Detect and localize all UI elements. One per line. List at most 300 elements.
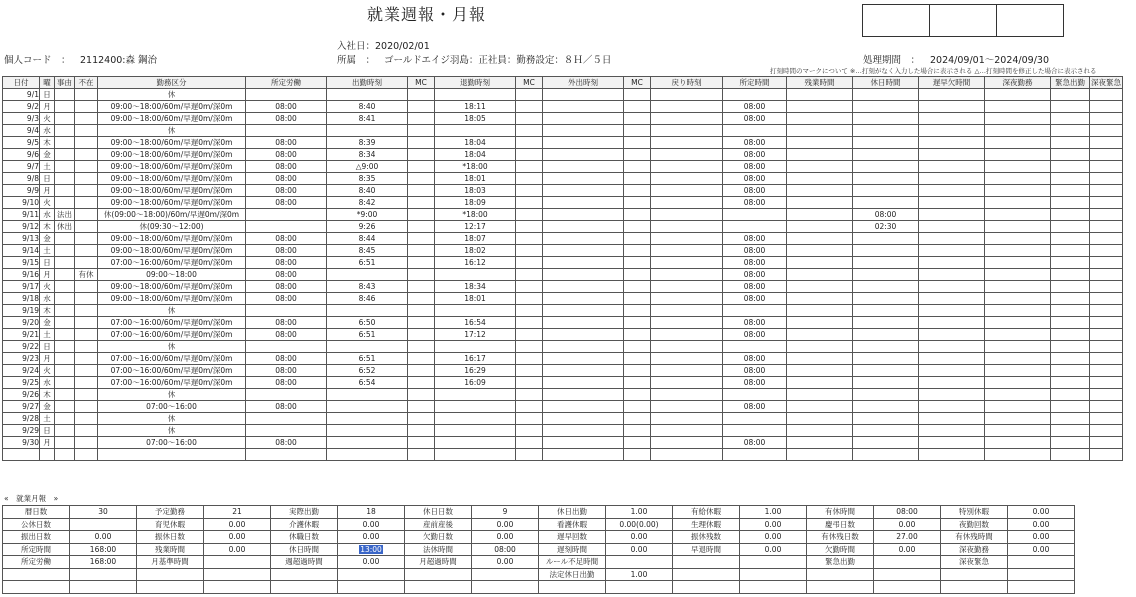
summary-label: 遅早回数: [539, 531, 606, 544]
table-cell: 日: [40, 257, 55, 269]
table-cell: [55, 413, 75, 425]
table-cell: 8:41: [327, 113, 408, 125]
table-cell: 07:00～16:00: [98, 401, 246, 413]
table-cell: [408, 197, 435, 209]
table-cell: [1090, 449, 1123, 461]
summary-label: 有休残時間: [941, 531, 1008, 544]
table-cell: [853, 89, 919, 101]
period-label: 処理期間 ：: [863, 55, 921, 66]
table-cell: [516, 221, 543, 233]
table-cell: [55, 353, 75, 365]
table-cell: [1051, 185, 1090, 197]
table-cell: [75, 293, 98, 305]
personal-code-label: 個人コード ：: [4, 55, 71, 66]
table-cell: [435, 413, 516, 425]
table-cell: [624, 413, 651, 425]
table-cell: [75, 233, 98, 245]
table-cell: [787, 305, 853, 317]
table-cell: [516, 149, 543, 161]
table-cell: [516, 401, 543, 413]
table-cell: [1090, 341, 1123, 353]
table-cell: [1051, 293, 1090, 305]
table-cell: [1051, 221, 1090, 233]
table-cell: [1051, 449, 1090, 461]
table-row: [3, 437, 1123, 449]
summary-label: 早退時間: [673, 543, 740, 556]
table-cell: 8:42: [327, 197, 408, 209]
table-cell: [985, 257, 1051, 269]
table-cell: 休: [98, 89, 246, 101]
summary-row: [3, 581, 1075, 594]
table-cell: 08:00: [246, 281, 327, 293]
table-row: [3, 281, 1123, 293]
summary-value: [874, 568, 941, 581]
summary-label: 振休残数: [673, 531, 740, 544]
table-cell: [787, 281, 853, 293]
table-cell: [75, 437, 98, 449]
table-cell: 月: [40, 269, 55, 281]
table-cell: [75, 221, 98, 233]
table-cell: 07:00～16:00/60m/早遅0m/深0m: [98, 353, 246, 365]
summary-label: 特別休暇: [941, 506, 1008, 519]
table-cell: [1090, 149, 1123, 161]
table-cell: [651, 281, 723, 293]
table-cell: 8:46: [327, 293, 408, 305]
summary-value: 0.00: [472, 556, 539, 569]
table-cell: [1090, 329, 1123, 341]
table-cell: [543, 245, 624, 257]
table-cell: [516, 413, 543, 425]
table-cell: 水: [40, 377, 55, 389]
table-cell: [408, 293, 435, 305]
table-cell: [919, 185, 985, 197]
table-cell: [651, 401, 723, 413]
table-cell: [516, 305, 543, 317]
table-cell: 日: [40, 89, 55, 101]
table-cell: 08:00: [723, 173, 787, 185]
table-cell: 9/1: [3, 89, 40, 101]
table-cell: [1051, 101, 1090, 113]
table-cell: [55, 197, 75, 209]
table-cell: [55, 293, 75, 305]
table-cell: 水: [40, 209, 55, 221]
summary-value: 0.00: [606, 531, 673, 544]
table-row: [3, 317, 1123, 329]
table-cell: 木: [40, 221, 55, 233]
stamp-box: [996, 4, 1064, 37]
table-cell: [55, 401, 75, 413]
table-cell: [985, 149, 1051, 161]
table-cell: [543, 365, 624, 377]
table-cell: 9/8: [3, 173, 40, 185]
summary-value: 0.00: [204, 531, 271, 544]
table-cell: [985, 185, 1051, 197]
table-cell: [919, 269, 985, 281]
table-cell: [55, 425, 75, 437]
table-cell: [787, 353, 853, 365]
table-cell: [327, 269, 408, 281]
table-cell: 火: [40, 197, 55, 209]
table-cell: [246, 425, 327, 437]
table-cell: [516, 317, 543, 329]
table-row: [3, 137, 1123, 149]
table-cell: [787, 125, 853, 137]
table-row: [3, 293, 1123, 305]
table-cell: [516, 89, 543, 101]
summary-value: [606, 556, 673, 569]
table-cell: 18:09: [435, 197, 516, 209]
table-cell: [985, 221, 1051, 233]
table-cell: [985, 341, 1051, 353]
table-cell: [651, 437, 723, 449]
table-cell: [624, 161, 651, 173]
summary-value: [338, 568, 405, 581]
table-cell: [543, 317, 624, 329]
table-cell: [55, 233, 75, 245]
table-row: [3, 353, 1123, 365]
summary-label: 深夜勤務: [941, 543, 1008, 556]
monthly-summary-label: « 就業月報 »: [4, 494, 59, 503]
table-row: [3, 89, 1123, 101]
table-cell: 8:45: [327, 245, 408, 257]
page-title: 就業週報・月報: [367, 5, 487, 24]
table-cell: [985, 365, 1051, 377]
table-cell: 09:00～18:00/60m/早遅0m/深0m: [98, 293, 246, 305]
table-row: [3, 269, 1123, 281]
table-cell: [985, 137, 1051, 149]
table-cell: [651, 161, 723, 173]
table-cell: [985, 269, 1051, 281]
table-cell: 07:00～16:00/60m/早遅0m/深0m: [98, 329, 246, 341]
table-cell: [1090, 377, 1123, 389]
table-cell: [985, 113, 1051, 125]
table-cell: [787, 413, 853, 425]
table-cell: 08:00: [246, 437, 327, 449]
table-cell: 8:43: [327, 281, 408, 293]
table-cell: [543, 113, 624, 125]
table-cell: [624, 101, 651, 113]
table-cell: [1051, 209, 1090, 221]
table-cell: [408, 257, 435, 269]
table-cell: [1051, 173, 1090, 185]
table-cell: [408, 173, 435, 185]
table-cell: [55, 161, 75, 173]
table-cell: [624, 341, 651, 353]
summary-value: 30: [70, 506, 137, 519]
table-cell: [408, 317, 435, 329]
table-cell: [723, 305, 787, 317]
table-cell: [985, 197, 1051, 209]
table-cell: [853, 197, 919, 209]
table-cell: 08:00: [723, 269, 787, 281]
table-cell: [516, 185, 543, 197]
table-cell: [1090, 137, 1123, 149]
table-cell: 9/20: [3, 317, 40, 329]
summary-value: 9: [472, 506, 539, 519]
summary-row: [3, 518, 1075, 531]
table-row: [3, 257, 1123, 269]
table-cell: 18:07: [435, 233, 516, 245]
column-header: MC: [624, 77, 651, 89]
table-cell: [723, 89, 787, 101]
table-cell: [435, 89, 516, 101]
table-cell: [853, 269, 919, 281]
summary-label: [807, 581, 874, 594]
table-cell: [919, 137, 985, 149]
table-cell: [1051, 329, 1090, 341]
table-cell: 09:00～18:00/60m/早遅0m/深0m: [98, 233, 246, 245]
column-header: 外出時刻: [543, 77, 624, 89]
table-cell: [787, 329, 853, 341]
table-cell: 08:00: [246, 329, 327, 341]
summary-value: [1008, 568, 1075, 581]
table-cell: [516, 437, 543, 449]
table-cell: [651, 305, 723, 317]
column-header: 所定時間: [723, 77, 787, 89]
table-cell: 9/27: [3, 401, 40, 413]
column-header: MC: [408, 77, 435, 89]
table-cell: [516, 281, 543, 293]
table-cell: [55, 341, 75, 353]
table-cell: [408, 137, 435, 149]
table-cell: 08:00: [723, 353, 787, 365]
table-cell: [75, 341, 98, 353]
table-cell: [787, 113, 853, 125]
table-cell: [624, 281, 651, 293]
table-cell: 土: [40, 329, 55, 341]
table-cell: [853, 245, 919, 257]
table-cell: [787, 401, 853, 413]
summary-value: 0.00: [740, 531, 807, 544]
table-cell: 08:00: [723, 197, 787, 209]
summary-label: 暦日数: [3, 506, 70, 519]
summary-label: 遅刻時間: [539, 543, 606, 556]
table-cell: [651, 269, 723, 281]
summary-label: [3, 568, 70, 581]
table-cell: [543, 137, 624, 149]
table-cell: [75, 353, 98, 365]
table-cell: 09:00～18:00/60m/早遅0m/深0m: [98, 161, 246, 173]
summary-value: [472, 581, 539, 594]
table-cell: [516, 353, 543, 365]
table-cell: [985, 89, 1051, 101]
table-cell: [1051, 425, 1090, 437]
table-cell: 9/2: [3, 101, 40, 113]
table-cell: [327, 449, 408, 461]
table-cell: [919, 449, 985, 461]
table-cell: [1051, 341, 1090, 353]
summary-label: [3, 581, 70, 594]
selected-value[interactable]: 13:00: [360, 544, 382, 554]
table-cell: 08:00: [246, 317, 327, 329]
table-cell: [919, 149, 985, 161]
summary-label: [271, 581, 338, 594]
summary-label: [405, 581, 472, 594]
summary-label: [807, 568, 874, 581]
summary-label: [271, 568, 338, 581]
table-cell: [435, 425, 516, 437]
table-cell: 6:51: [327, 353, 408, 365]
table-row: [3, 389, 1123, 401]
table-cell: [787, 449, 853, 461]
table-cell: [1051, 353, 1090, 365]
table-cell: [1090, 281, 1123, 293]
table-cell: [624, 125, 651, 137]
column-header: 不在: [75, 77, 98, 89]
table-cell: 金: [40, 149, 55, 161]
table-cell: [75, 317, 98, 329]
table-cell: 9/18: [3, 293, 40, 305]
summary-value: 0.00: [472, 518, 539, 531]
table-cell: [853, 437, 919, 449]
summary-value: 0.00: [1008, 506, 1075, 519]
table-cell: [408, 425, 435, 437]
table-cell: [55, 245, 75, 257]
table-cell: [853, 233, 919, 245]
summary-label: 月基準時間: [137, 556, 204, 569]
table-cell: 09:00～18:00/60m/早遅0m/深0m: [98, 185, 246, 197]
table-cell: 木: [40, 389, 55, 401]
table-cell: [435, 269, 516, 281]
table-cell: 08:00: [723, 257, 787, 269]
table-cell: 9/3: [3, 113, 40, 125]
table-cell: [1090, 89, 1123, 101]
table-cell: [75, 197, 98, 209]
table-cell: [1051, 197, 1090, 209]
table-cell: 08:00: [723, 245, 787, 257]
table-cell: [327, 341, 408, 353]
table-cell: [543, 257, 624, 269]
table-cell: 金: [40, 317, 55, 329]
table-cell: [985, 317, 1051, 329]
summary-value: [338, 581, 405, 594]
table-cell: [55, 101, 75, 113]
table-cell: 9:26: [327, 221, 408, 233]
table-cell: [55, 173, 75, 185]
table-cell: 火: [40, 281, 55, 293]
table-cell: [651, 197, 723, 209]
table-cell: *9:00: [327, 209, 408, 221]
summary-label: [941, 568, 1008, 581]
table-cell: [3, 449, 40, 461]
summary-label: 月超過時間: [405, 556, 472, 569]
table-cell: [985, 245, 1051, 257]
table-cell: [985, 173, 1051, 185]
table-cell: [651, 221, 723, 233]
table-cell: [408, 305, 435, 317]
table-cell: [327, 437, 408, 449]
table-cell: 9/29: [3, 425, 40, 437]
table-cell: [787, 257, 853, 269]
table-cell: [624, 197, 651, 209]
table-cell: [543, 89, 624, 101]
table-cell: [853, 149, 919, 161]
table-cell: 18:04: [435, 137, 516, 149]
table-cell: [75, 413, 98, 425]
table-cell: [919, 353, 985, 365]
summary-value: [740, 556, 807, 569]
summary-value: [874, 556, 941, 569]
table-cell: 9/25: [3, 377, 40, 389]
table-cell: [1051, 365, 1090, 377]
table-cell: [543, 293, 624, 305]
column-header: 戻り時刻: [651, 77, 723, 89]
summary-label: 法定休日出勤: [539, 568, 606, 581]
table-cell: [853, 329, 919, 341]
table-cell: [985, 401, 1051, 413]
table-cell: *18:00: [435, 209, 516, 221]
summary-label: 慶弔日数: [807, 518, 874, 531]
table-cell: [723, 341, 787, 353]
summary-label: [673, 568, 740, 581]
table-cell: [408, 353, 435, 365]
table-cell: [543, 305, 624, 317]
table-cell: [55, 281, 75, 293]
summary-label: 法休時間: [405, 543, 472, 556]
summary-value: 0.00: [606, 543, 673, 556]
summary-label: [137, 581, 204, 594]
table-cell: [435, 341, 516, 353]
table-cell: [55, 389, 75, 401]
table-cell: [985, 329, 1051, 341]
summary-value: 0.00: [472, 531, 539, 544]
table-cell: [1090, 401, 1123, 413]
table-cell: [853, 281, 919, 293]
table-cell: [1051, 149, 1090, 161]
table-cell: 08:00: [723, 149, 787, 161]
table-cell: [1051, 113, 1090, 125]
summary-label: 欠勤時間: [807, 543, 874, 556]
table-cell: 休: [98, 413, 246, 425]
table-cell: [919, 401, 985, 413]
table-cell: [75, 137, 98, 149]
table-cell: [1051, 257, 1090, 269]
table-cell: [787, 89, 853, 101]
summary-label: [405, 568, 472, 581]
table-cell: [327, 89, 408, 101]
table-cell: [55, 257, 75, 269]
table-cell: [624, 329, 651, 341]
table-cell: [327, 413, 408, 425]
table-cell: [853, 401, 919, 413]
summary-value: [70, 568, 137, 581]
summary-row: [3, 543, 1075, 556]
table-cell: [1090, 125, 1123, 137]
summary-value: 0.00: [1008, 543, 1075, 556]
table-cell: [75, 161, 98, 173]
table-cell: [624, 401, 651, 413]
table-cell: [919, 425, 985, 437]
table-cell: [1051, 245, 1090, 257]
summary-value: 27.00: [874, 531, 941, 544]
table-cell: 8:40: [327, 185, 408, 197]
table-cell: [408, 245, 435, 257]
table-cell: [543, 221, 624, 233]
table-cell: [516, 161, 543, 173]
table-cell: [624, 425, 651, 437]
column-header: 退勤時刻: [435, 77, 516, 89]
table-cell: 09:00～18:00/60m/早遅0m/深0m: [98, 149, 246, 161]
column-header: 休日時間: [853, 77, 919, 89]
table-cell: [75, 125, 98, 137]
table-cell: 07:00～16:00/60m/早遅0m/深0m: [98, 365, 246, 377]
summary-value: 1.00: [606, 506, 673, 519]
table-cell: [651, 125, 723, 137]
table-cell: [516, 269, 543, 281]
table-cell: [919, 233, 985, 245]
table-cell: [624, 221, 651, 233]
table-cell: [787, 317, 853, 329]
